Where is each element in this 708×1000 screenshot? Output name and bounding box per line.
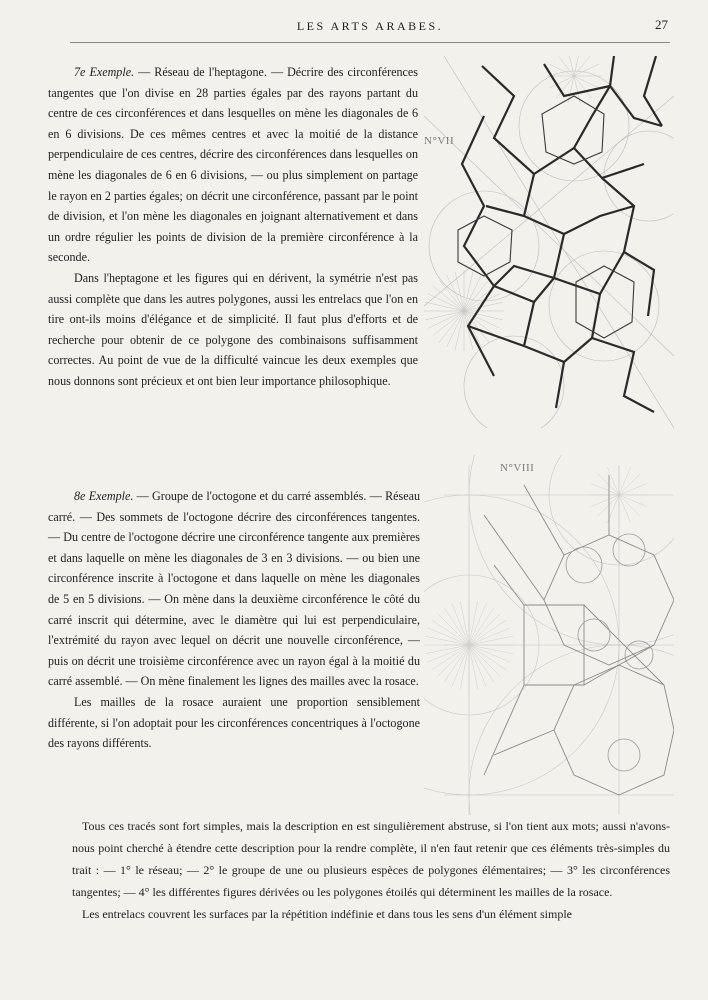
closing-paragraph-1: Tous ces tracés sont fort simples, mais la description en est singulièrement abstruse, si l'on tient aux mots; aussi n'avons-nous point cherché à étendre cette description pour la rendre complète, il n'en faut retenir que ces éléments très-simples du trait : — 1° le réseau; — 2° le groupe de une ou plusieurs espèces de polygones élémentaires; — 3° les circonférences tangentes; — 4° les différentes figures dérivées ou les polygones étoilés qui déterminent les mailles de la rosace. (72, 819, 670, 899)
heptagon-interlace-figure (424, 56, 674, 428)
rosette-ray (447, 311, 464, 347)
rosette-ray (428, 311, 464, 328)
rosette-ray (437, 613, 469, 645)
rosette-ray (549, 64, 574, 76)
page-number: 27 (655, 17, 668, 32)
example-7-body: — Réseau de l'heptagone. — Décrire des circonférences tangentes que l'on divise en 28 parties égales par des rayons partant du centre de ces circonférences et dans lesquelles on mène les diagonales de 6 en 6 divisions. De ces mêmes centres et avec la moitié de la distance perpendiculaire de ces centres, décrire des circonférences dans lesquelles on mène les diagonales de 6 en 6 divisions, — ou plus simplement on partage le rayon en 2 parties égales; on décrit une circonférence, passant par le point de division, et l'on mène les diagonales en joignant alternativement et dans un ordre régulier les points de division de la première circonférence à la seconde. (48, 65, 418, 265)
example-7-paragraph (48, 62, 418, 268)
rosette-ray (574, 64, 599, 76)
closing-text (72, 815, 670, 925)
example-8-paragraph-2: Les mailles de la rosace auraient une proportion sensiblement différente, si l'on adoptait pour les circonférences concentriques à l'octogone des rayons différents. (48, 694, 420, 751)
example-8-text (48, 486, 420, 754)
running-title: LES ARTS ARABES. (296, 19, 444, 33)
rosette-ray (428, 294, 464, 311)
example-7-label: 7e Exemple. (74, 65, 135, 79)
rosette-ray (619, 495, 640, 516)
rosette-ray (469, 645, 501, 677)
figure-7-label: N°VII (424, 135, 455, 147)
example-7-text (48, 62, 418, 392)
figure-8-label: N°VIII (500, 462, 535, 474)
rosette-ray (574, 56, 580, 76)
rosette-ray (469, 613, 501, 645)
page-header (70, 15, 670, 41)
header-rule (70, 42, 670, 43)
closing-paragraph-2: Les entrelacs couvrent les surfaces par la répétition indéfinie et dans tous les sens d'un élément simple (82, 907, 573, 921)
rosette-ray (437, 645, 469, 677)
rosette-ray (568, 56, 574, 76)
rosette-ray (464, 294, 500, 311)
rosette-ray (619, 474, 640, 495)
example-8-paragraph (48, 486, 420, 692)
rosette-ray (574, 76, 599, 88)
rosette-ray (447, 275, 464, 311)
rosette-ray (598, 474, 619, 495)
example-8-label: 8e Exemple. (74, 489, 134, 503)
rosette-ray (598, 495, 619, 516)
example-7-paragraph-2: Dans l'heptagone et les figures qui en dérivent, la symétrie n'est pas aussi complète que dans les autres polygones, aussi les entrelacs que l'on en tire ont-ils moins d'élégance et de simplicité. Il faut plus d'efforts et de recherche pour obtenir de ce polygone des combinaisons suffisamment correctes. Au point de vue de la difficulté vaincue les deux exemples que nous donnons sont précieux et ont bien leur importance philosophique. (48, 270, 418, 388)
octagon-square-interlace-figure (424, 455, 674, 815)
rosette-ray (464, 275, 481, 311)
example-8-body: — Groupe de l'octogone et du carré assemblés. — Réseau carré. — Des sommets de l'octogone décrire des circonférences tangentes. — Du centre de l'octogone décrire une circonférence tangente aux premières et dans laquelle on mène les diagonales de 3 en 3 divisions. — ou bien une circonférence inscrite à l'octogone et dans laquelle on mène les diagonales de 5 en 5 divisions. — On mène dans la deuxième circonférence le côté du carré inscrit qui détermine, avec le diamètre qui lui est perpendiculaire, l'extrémité du rayon avec lequel on décrit une nouvelle circonférence, — puis on décrit une troisième circonférence avec un rayon égal à la moitié du carré assemblé. — On mène finalement les lignes des mailles avec la rosace. (48, 489, 421, 689)
